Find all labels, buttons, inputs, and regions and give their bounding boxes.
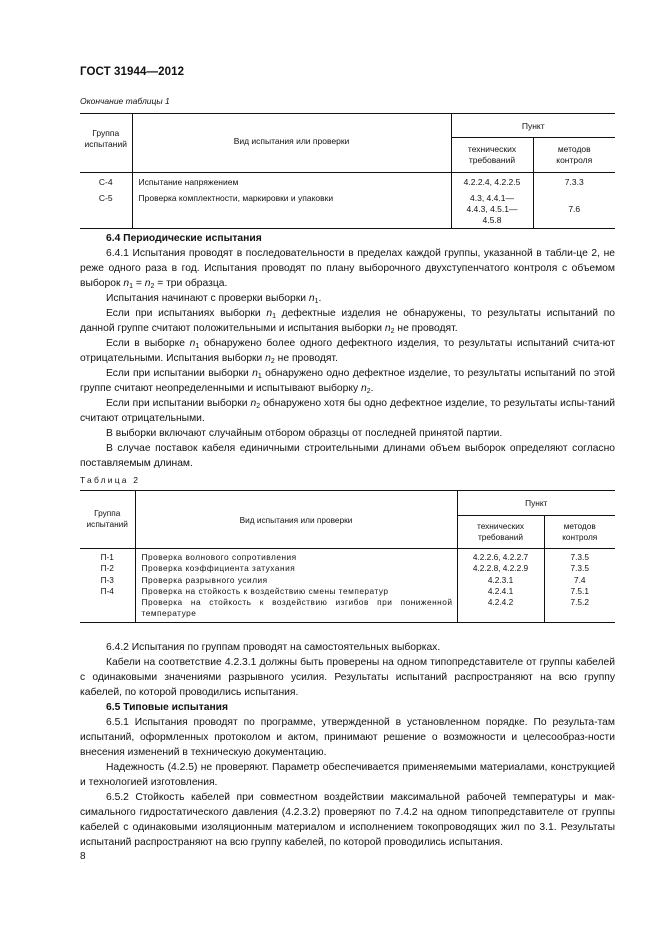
list-item: Проверка волнового сопротивления — [141, 552, 297, 562]
table-cell-group: С-4 — [80, 173, 132, 191]
paragraph: В выборки включают случайным отбором образцы от последней принятой партии. — [106, 428, 503, 439]
column-header-group: Группа испытаний — [80, 491, 135, 549]
list-item: 7.3.5 — [570, 563, 589, 574]
paragraph: Если при испытании выборки $n_2$ обнаружено хотя бы одно дефектное изделие, то результаты испы-таний считают отрицательными. — [80, 398, 615, 424]
column-header-group: Группа испытаний — [80, 114, 132, 173]
column-header-req: технических требований — [451, 138, 533, 173]
list-item: 7.3.5 — [570, 552, 589, 562]
paragraph: Кабели на соответствие 4.2.3.1 должны быть проверены на одном типопредставителе от группы кабелей с одинаковыми значениями разрывного усилия. Результаты испытаний распространяют на всю группу кабелей, по которой проводились испытания. — [80, 657, 615, 698]
column-header-test: Вид испытания или проверки — [135, 491, 457, 549]
column-header-item: Пункт — [457, 491, 615, 516]
list-item: Проверка на стойкость к воздействию смены температур — [141, 585, 389, 596]
table-1 — [80, 113, 615, 229]
table-cell-methods: 7.6 — [533, 191, 615, 229]
table-2 — [80, 490, 615, 623]
list-item: П-3 — [100, 574, 114, 585]
list-item: П-4 — [100, 585, 114, 596]
column-header-req: технических требований — [457, 516, 544, 549]
list-item: П-2 — [100, 563, 114, 574]
paragraph: 6.5.2 Стойкость кабелей при совместном воздействии максимальной рабочей температуры и мак-симального гидростатического давления (4.2.3.2) проверяют по 7.4.2 на одном типопредставителе от группы кабелей с одинаковыми изоляционным материалом и исполнением токопроводящих жил по 3.1. Результаты испытаний распространяют на всю группу кабелей, по которой проводились испытания. — [80, 792, 615, 848]
table-cell-test: Испытание напряжением — [132, 173, 451, 191]
table2-caption: Таблица 2 — [80, 475, 141, 485]
paragraph: Если при испытаниях выборки $n_1$ дефектные изделия не обнаружены, то результаты испытаний по данной группе считают положительными и испытания выборки $n_2$ не проводят. — [80, 308, 615, 335]
list-item: 7.5.2 — [570, 597, 589, 608]
paragraph: 6.4.1 Испытания проводят в последовательности в пределах каждой группы, указанной в табли-це 2, не реже одного раза в год. Испытания проводят по плану выборочного двухступенчатого контроля с объемом выборок $n_1 = n_2$ = три образца. — [80, 248, 615, 290]
list-item: 4.2.2.6, 4.2.2.7 — [472, 552, 529, 562]
paragraph: Надежность (4.2.5) не проверяют. Параметр обеспечивается применяемыми материалами, конструкцией и технологией изготовления. — [80, 762, 615, 788]
section-6-4 — [80, 231, 615, 471]
column-header-methods: методов контроля — [533, 138, 615, 173]
paragraph: 6.5.1 Испытания проводят по программе, утвержденной в установленном порядке. По результа-там испытаний, оформленных протоколом и актом, принимают решение о возможности и целесообраз-ности внесения изменений в техническую документацию. — [80, 717, 615, 758]
document-header: ГОСТ 31944—2012 — [80, 66, 185, 78]
list-item: 4.2.2.8, 4.2.2.9 — [472, 563, 529, 574]
table-cell-group: С-5 — [80, 191, 132, 229]
section-heading: 6.4 Периодические испытания — [106, 233, 262, 244]
paragraph: Если при испытании выборки $n_1$ обнаружено одно дефектное изделие, то результаты испытаний по этой группе считают неопределенными и испытывают выборку $n_2$. — [80, 368, 615, 395]
list-item: 4.2.4.2 — [487, 597, 514, 608]
list-item: 7.4 — [573, 574, 586, 585]
table-cell-methods: 7.3.3 — [533, 173, 615, 191]
section-6-4-2 — [80, 640, 615, 850]
list-item: 7.5.1 — [570, 585, 589, 596]
list-item: Проверка разрывного усилия — [141, 574, 268, 585]
paragraph: Испытания начинают с проверки выборки $n_1$. — [106, 293, 322, 305]
list-item: 4.2.4.1 — [487, 585, 514, 596]
column-header-methods: методов контроля — [544, 516, 615, 549]
test-list — [135, 549, 457, 623]
table-cell-req: 4.3, 4.4.1—4.4.3, 4.5.1—4.5.8 — [451, 191, 533, 229]
page-number: 8 — [80, 851, 86, 862]
section-heading: 6.5 Типовые испытания — [106, 702, 229, 713]
list-item: 4.2.3.1 — [487, 574, 514, 585]
req-list — [457, 549, 544, 623]
table1-caption: Окончание таблицы 1 — [80, 96, 170, 106]
paragraph: Если в выборке $n_1$ обнаружено более одного дефектного изделия, то результаты испытаний счита-ют отрицательными. Испытания выборки $n_2$ не проводят. — [80, 338, 615, 365]
table-cell-test: Проверка комплектности, маркировки и упаковки — [132, 191, 451, 229]
column-header-test: Вид испытания или проверки — [132, 114, 451, 173]
table-cell-req: 4.2.2.4, 4.2.2.5 — [451, 173, 533, 191]
methods-list — [544, 549, 615, 623]
paragraph: 6.4.2 Испытания по группам проводят на самостоятельных выборках. — [106, 642, 441, 653]
group-list — [80, 549, 135, 623]
list-item: Проверка на стойкость к воздействию изгибов при пониженной температуре — [141, 597, 453, 619]
paragraph: В случае поставок кабеля единичными строительными длинами объем выборок определяют согласно поставляемым длинам. — [80, 443, 615, 469]
column-header-item: Пункт — [451, 114, 615, 138]
list-item: П-1 — [100, 552, 114, 562]
list-item: Проверка коэффициента затухания — [141, 563, 296, 574]
